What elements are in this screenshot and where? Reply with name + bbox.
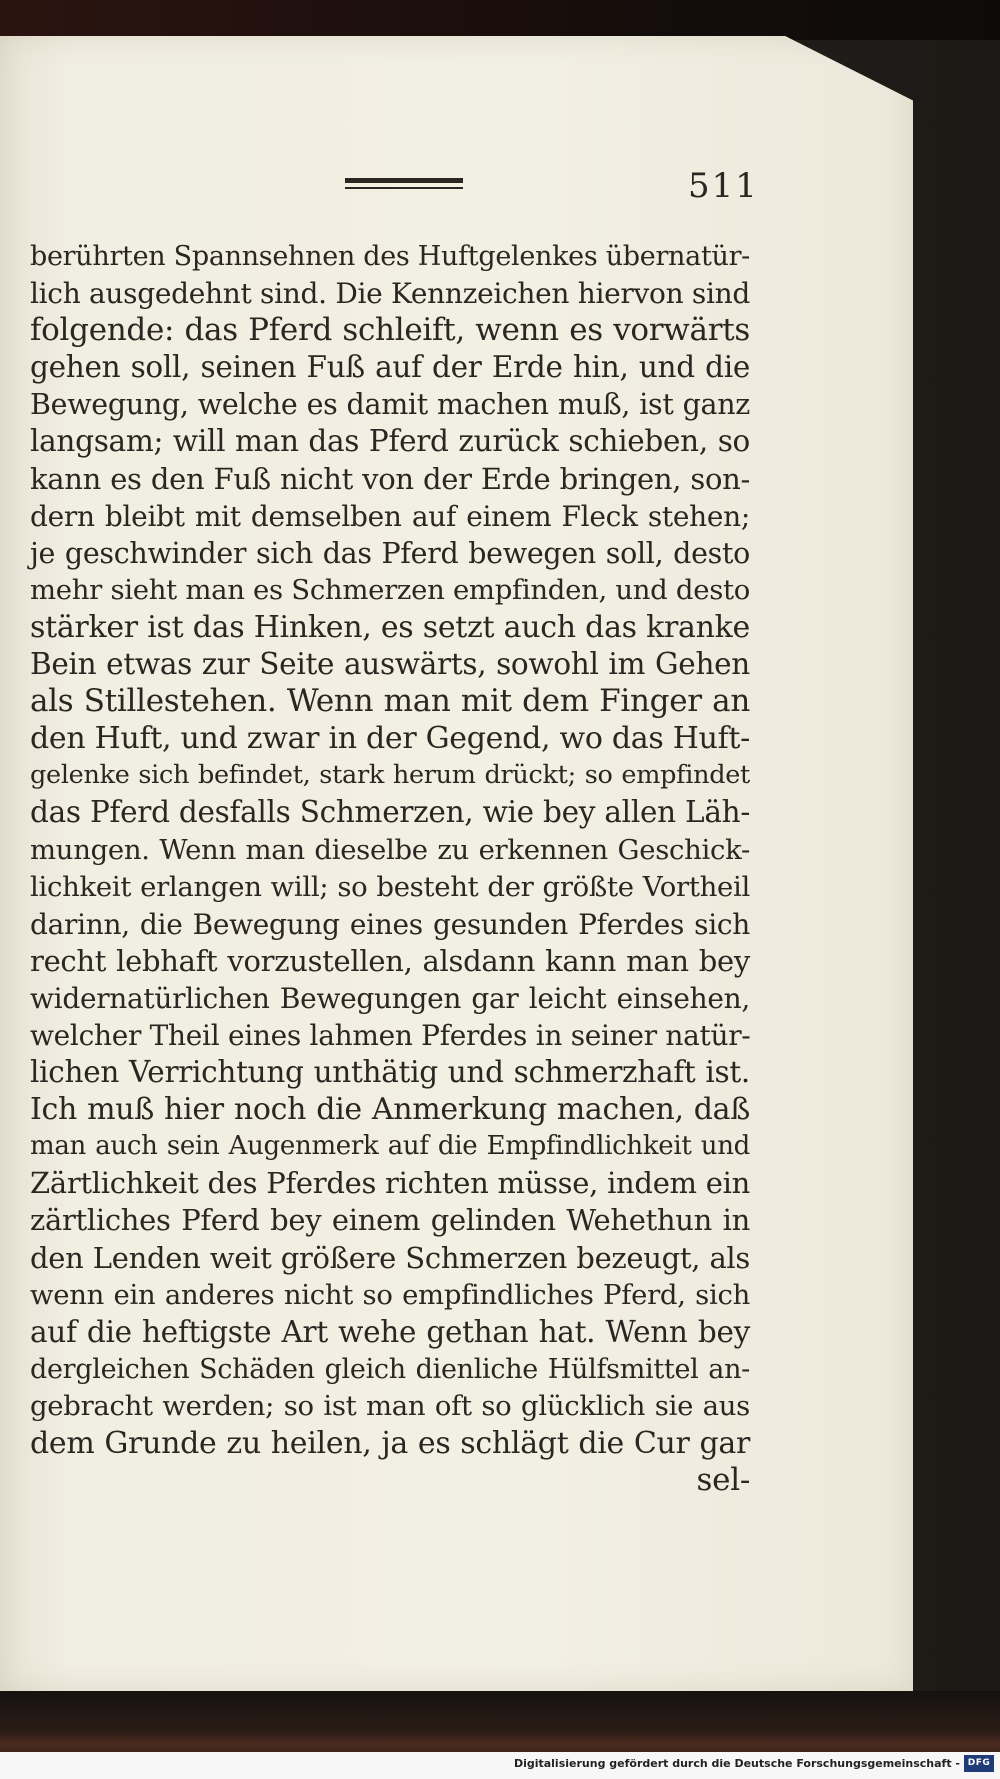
text-line: dern bleibt mit demselben auf einem Fleck stehen; xyxy=(30,499,750,533)
text-line: gehen soll, seinen Fuß auf der Erde hin, und die xyxy=(30,350,750,385)
body-text xyxy=(30,238,750,1499)
text-line: das Pferd desfalls Schmerzen, wie bey allen Läh- xyxy=(30,795,750,830)
text-line: berührten Spannsehnen des Huftgelenkes übernatür- xyxy=(30,241,751,272)
text-line: man auch sein Augenmerk auf die Empfindlichkeit und xyxy=(30,1131,750,1162)
text-line: lichen Verrichtung unthätig und schmerzhaft ist. xyxy=(30,1055,750,1090)
scan-top-edge xyxy=(0,0,1000,40)
text-line: je geschwinder sich das Pferd bewegen soll, desto xyxy=(30,536,750,570)
header-rule xyxy=(345,178,463,183)
text-line: als Stillestehen. Wenn man mit dem Finger an xyxy=(30,683,750,720)
text-line: lich ausgedehnt sind. Die Kennzeichen hiervon sind xyxy=(30,277,750,311)
text-line: kann es den Fuß nicht von der Erde bringen, son- xyxy=(30,461,750,496)
text-line: welcher Theil eines lahmen Pferdes in seiner natür- xyxy=(30,1018,751,1052)
text-line: den Lenden weit größere Schmerzen bezeugt, als xyxy=(30,1240,750,1275)
digitization-credit: Digitalisierung gefördert durch die Deutsche Forschungsgemeinschaft - xyxy=(513,1757,960,1770)
text-line: gebracht werden; so ist man oft so glücklich sie aus xyxy=(30,1389,750,1422)
text-line: sel- xyxy=(696,1462,750,1499)
text-line: auf die heftigste Art wehe gethan hat. Wenn bey xyxy=(30,1314,750,1349)
text-line: lichkeit erlangen will; so besteht der größte Vortheil xyxy=(30,870,750,903)
text-line: Bein etwas zur Seite auswärts, sowohl im Gehen xyxy=(30,647,750,682)
text-line: gelenke sich befindet, stark herum drückt; so empfindet xyxy=(30,760,750,791)
dfg-logo: DFG xyxy=(964,1755,994,1772)
text-line: folgende: das Pferd schleift, wenn es vorwärts xyxy=(30,312,750,349)
text-line: dem Grunde zu heilen, ja es schlägt die Cur gar xyxy=(30,1426,750,1461)
text-line: Ich muß hier noch die Anmerkung machen, daß xyxy=(30,1092,750,1128)
text-line: widernatürlichen Bewegungen gar leicht einsehen, xyxy=(30,981,750,1015)
text-line: mungen. Wenn man dieselbe zu erkennen Geschick- xyxy=(30,833,750,866)
text-line: Bewegung, welche es damit machen muß, ist ganz xyxy=(30,388,750,422)
text-line: zärtliches Pferd bey einem gelinden Wehethun in xyxy=(30,1203,750,1238)
text-line: recht lebhaft vorzustellen, alsdann kann man bey xyxy=(30,943,750,978)
header-rule-thin xyxy=(345,187,463,189)
text-line: den Huft, und zwar in der Gegend, wo das Huft- xyxy=(30,721,750,757)
text-line: wenn ein anderes nicht so empfindliches Pferd, sich xyxy=(30,1278,750,1311)
text-line: darinn, die Bewegung eines gesunden Pferdes sich xyxy=(30,907,750,941)
text-line: langsam; will man das Pferd zurück schieben, so xyxy=(30,424,750,459)
text-line: mehr sieht man es Schmerzen empfinden, und desto xyxy=(30,573,751,606)
text-line: stärker ist das Hinken, es setzt auch das kranke xyxy=(30,609,750,645)
text-line: dergleichen Schäden gleich dienliche Hülfsmittel an- xyxy=(30,1353,750,1385)
page-number: 511 xyxy=(688,166,759,206)
text-line: Zärtlichkeit des Pferdes richten müsse, indem ein xyxy=(30,1166,750,1201)
